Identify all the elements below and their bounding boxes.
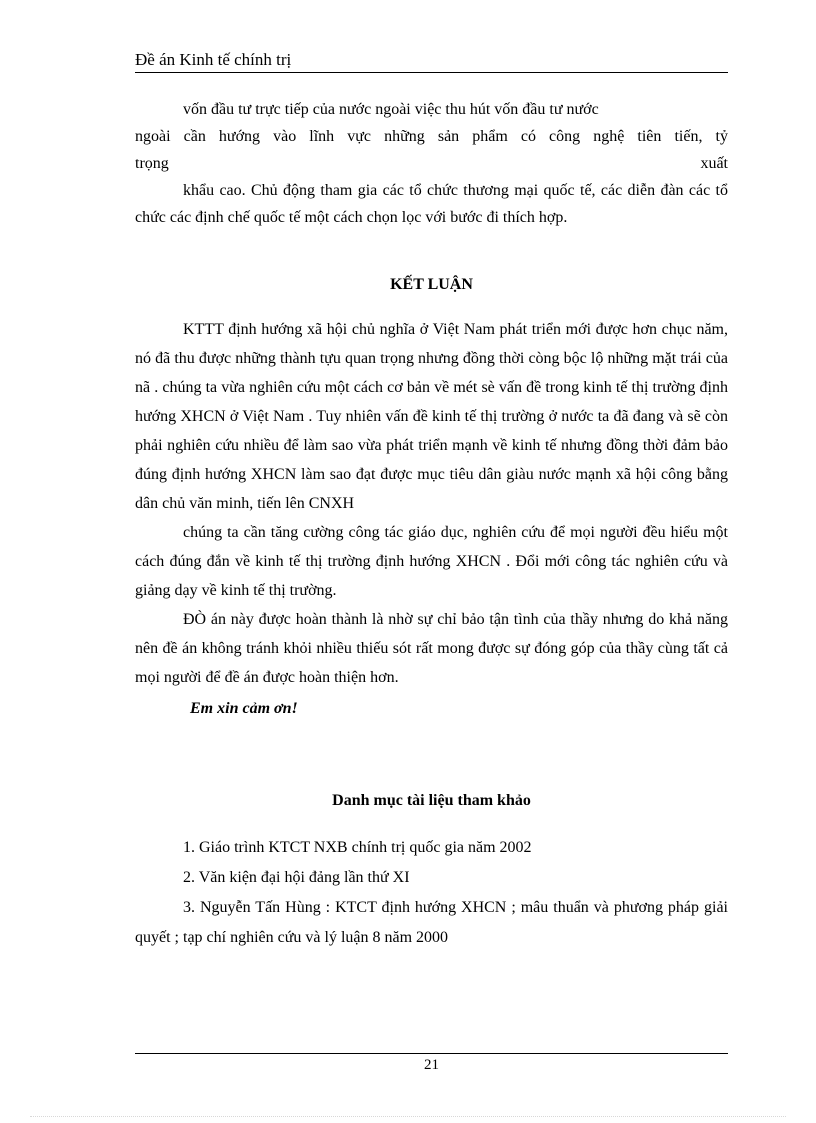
- intro-line: khẩu cao. Chủ động tham gia các tổ chức thương mại quốc tế, các diễn đàn các tổ chức các định chế quốc tế một cách chọn lọc với bước đi thích hợp.: [135, 182, 728, 226]
- conclusion-paragraph: ĐÒ án này được hoàn thành là nhờ sự chỉ bảo tận tình của thầy nhưng do khả năng nên đề án không tránh khỏi nhiều thiếu sót rất mong được sự đóng góp của thầy cùng tất cả mọi người để đề án được hoàn thiện hơn.: [135, 611, 728, 686]
- intro-paragraph: [135, 96, 728, 231]
- intro-line: vốn đầu tư trực tiếp của nước ngoài việc thu hút vốn đầu tư nước: [183, 101, 599, 118]
- references-title: Danh mục tài liệu tham khảo: [332, 792, 531, 809]
- reference-item: 2. Văn kiện đại hội đảng lần thứ XI: [183, 869, 410, 886]
- intro-line: ngoài cần hướng vào lĩnh vực những sản phẩm có công nghệ tiên tiến, tỷ: [135, 128, 728, 145]
- thanks-line: Em xin cảm ơn!: [190, 700, 298, 717]
- intro-word: xuất: [700, 155, 728, 172]
- footer-divider: [135, 1053, 728, 1054]
- conclusion-paragraph: KTTT định hướng xã hội chủ nghĩa ở Việt Nam phát triển mới được hơn chục năm, nó đã thu được những thành tựu quan trọng nhưng đồng thời còng bộc lộ những mặt trái của nã . chúng ta vừa nghiên cứu một cách cơ bản về mét sè vấn đề trong kinh tế thị trường định hướng XHCN ở Việt Nam . Tuy nhiên vấn đề kinh tế thị trường ở nước ta đã đang và sẽ còn phải nghiên cứu nhiều để làm sao vừa phát triển mạnh về kinh tế nhưng đồng thời đảm bảo đúng định hướng XHCN làm sao đạt được mục tiêu dân giàu nước mạnh xã hội công bằng dân chủ văn minh, tiến lên CNXH: [135, 321, 728, 512]
- page-content: [135, 96, 728, 953]
- reference-item: 1. Giáo trình KTCT NXB chính trị quốc gia năm 2002: [183, 839, 532, 856]
- intro-line: [135, 150, 728, 177]
- intro-word: trọng: [135, 155, 169, 172]
- conclusion-title: KẾT LUẬN: [390, 276, 473, 293]
- page-edge-divider: [30, 1116, 786, 1117]
- reference-item: 3. Nguyễn Tấn Hùng : KTCT định hướng XHCN ; mâu thuẩn và phương pháp giải quyết ; tạp chí nghiên cứu và lý luận 8 năm 2000: [135, 899, 728, 946]
- page-header: Đề án Kinh tế chính trị: [135, 50, 728, 73]
- page-number: 21: [424, 1057, 439, 1073]
- conclusion-paragraph: chúng ta cần tăng cường công tác giáo dục, nghiên cứu để mọi người đều hiểu một cách đúng đắn về kinh tế thị trường định hướng XHCN . Đổi mới công tác nghiên cứu và giảng dạy về kinh tế thị trường.: [135, 524, 728, 599]
